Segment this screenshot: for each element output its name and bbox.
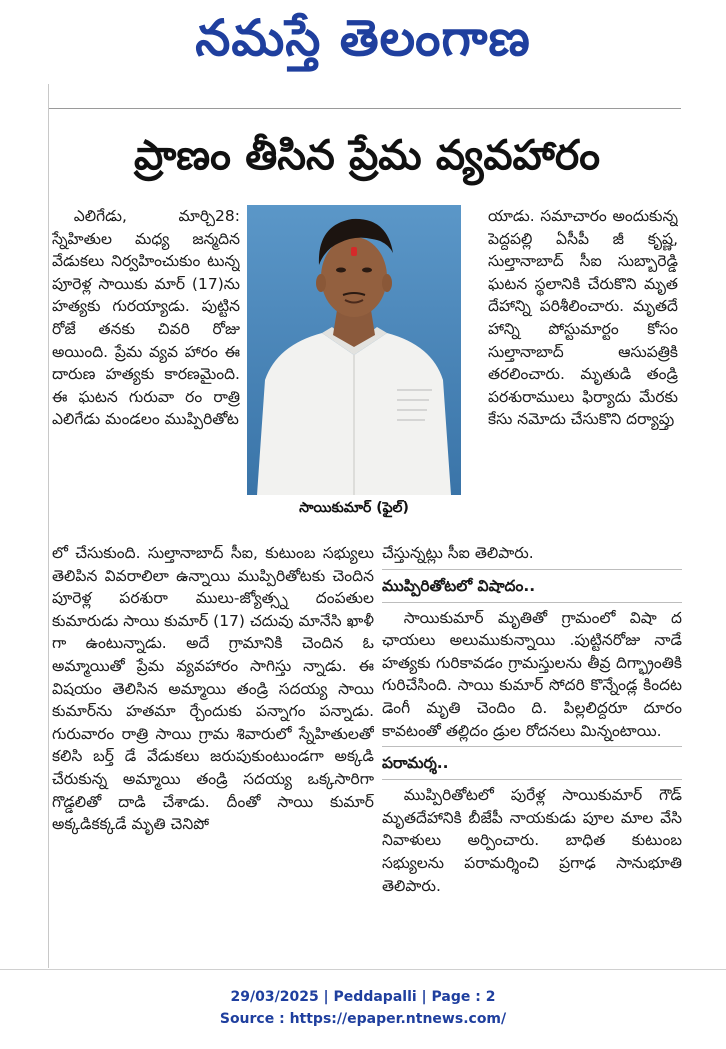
article-text-left: ఎలిగేడు, మార్చి28: స్నేహితుల మధ్య జన్మదిన వేడుకలు నిర్వహించుకుం టున్న పూరెళ్ల సాయికు మార్ (17)ను హత్యకు గురయ్యాడు. పుట్టిన రోజే తనకు చివరి రోజు అయింది. ప్రేమ వ్యవ హారం ఈ దారుణ హత్యకు కారణమైంది. ఈ ఘటన గురువా రం రాత్రి ఎలిగేడు మండలం ముప్పిరితోట xyxy=(52,207,240,429)
footer-rule xyxy=(0,969,726,970)
section-divider xyxy=(382,569,682,570)
subheading-condolence: పరామర్శ.. xyxy=(382,754,449,773)
column-rule xyxy=(48,84,49,968)
subheading-village-grief: ముప్పిరితోటలో విషాదం.. xyxy=(382,576,536,595)
article-column-bottom-left xyxy=(52,542,374,952)
article-column-bottom-right xyxy=(382,542,682,952)
article-text-continuation: చేస్తున్నట్లు సీఐ తెలిపారు. xyxy=(382,544,534,562)
section-divider xyxy=(382,779,682,780)
section-divider xyxy=(382,746,682,747)
article-text-condolence: ముప్పిరితోటలో పురేళ్ల సాయికుమార్ గౌడ్ మృతదేహానికి బీజేపీ నాయకుడు పూల మాల వేసి నివాళులు అర్పించారు. బాధిత కుటుంబ సభ్యులను పరామర్శించి ప్రగాఢ సానుభూతి తెలిపారు. xyxy=(382,786,682,895)
footer-source: Source : https://epaper.ntnews.com/ xyxy=(219,1011,507,1027)
section-divider xyxy=(382,602,682,603)
article-text-village-grief: సాయికుమార్ మృతితో గ్రామంలో విషా ద ఛాయలు అలుముకున్నాయి .పుట్టినరోజు నాడే హత్యకు గురికావడం గ్రామస్తులను తీవ్ర దిగ్భ్రాంతికి గురిచేసింది. సాయి కుమార్ సోదరి కొన్నేండ్ల కిందట డెంగీ మృతి చెందిం ది. పిల్లలిద్దరూ దూరం కావటంతో తల్లిదం డ్రుల రోదనలు మిన్నంటాయి. xyxy=(382,608,682,740)
article-photo xyxy=(247,205,461,495)
article-column-right xyxy=(488,205,678,535)
masthead-logo: నమస్తే తెలంగాణ xyxy=(195,9,531,67)
photo-caption: సాయికుమార్ (ఫైల్) xyxy=(247,495,461,521)
header-rule xyxy=(49,108,681,109)
person-photo-illustration xyxy=(247,205,461,495)
footer-date-edition: 29/03/2025 | Peddapalli | Page : 2 xyxy=(230,989,496,1005)
footer xyxy=(0,986,726,1030)
article-text-right: యాడు. సమాచారం అందుకున్న పెద్దపల్లి ఏసీపీ జీ కృష్ణ, సుల్తానాబాద్ సీఐ సుబ్బారెడ్డి ఘటన స్థలానికి చేరుకొని మృత దేహాన్ని పరిశీలించారు. మృతదే హాన్ని పోస్టుమార్టం కోసం సుల్తానాబాద్ ఆసుపత్రికి తరలించారు. మృతుడి తండ్రి పరశురాములు ఫిర్యాదు మేరకు కేసు నమోదు చేసుకొని దర్యాప్తు xyxy=(488,207,678,429)
article-column-left xyxy=(52,205,240,535)
article-headline: ప్రాణం తీసిన ప్రేమ వ్యవహారం xyxy=(134,131,600,179)
article-text-bottom-left: లో చేసుకుంది. సుల్తానాబాద్ సీఐ, కుటుంబ సభ్యులు తెలిపిన వివరాలిలా ఉన్నాయి ముప్పిరితోటకు చెందిన పూరెళ్ల పరశురా ములు-జ్యోత్స్న దంపతుల కుమారుడు సాయి కుమార్ (17) చదువు మానేసి ఖాళీ గా ఉంటున్నాడు. అదే గ్రామానికి చెందిన ఓ అమ్మాయితో ప్రేమ వ్యవహారం సాగిస్తు న్నాడు. ఈ విషయం తెలిసిన అమ్మాయి తండ్రి సదయ్య సాయి కుమార్‌ను హతమా ర్చేందుకు పన్నాగం పన్నాడు. గురువారం రాత్రి సాయి గ్రామ శివారులో స్నేహితులతో కలిసి బర్త్ డే వేడుకలు జరుపుకుంటుండగా అక్కడి చేరుకున్న అమ్మాయి తండ్రి సదయ్య ఒక్కసారిగా గొడ్డలితో దాడి చేశాడు. దీంతో సాయి కుమార్ అక్కడికక్కడే మృతి చెనిపో xyxy=(52,544,374,834)
